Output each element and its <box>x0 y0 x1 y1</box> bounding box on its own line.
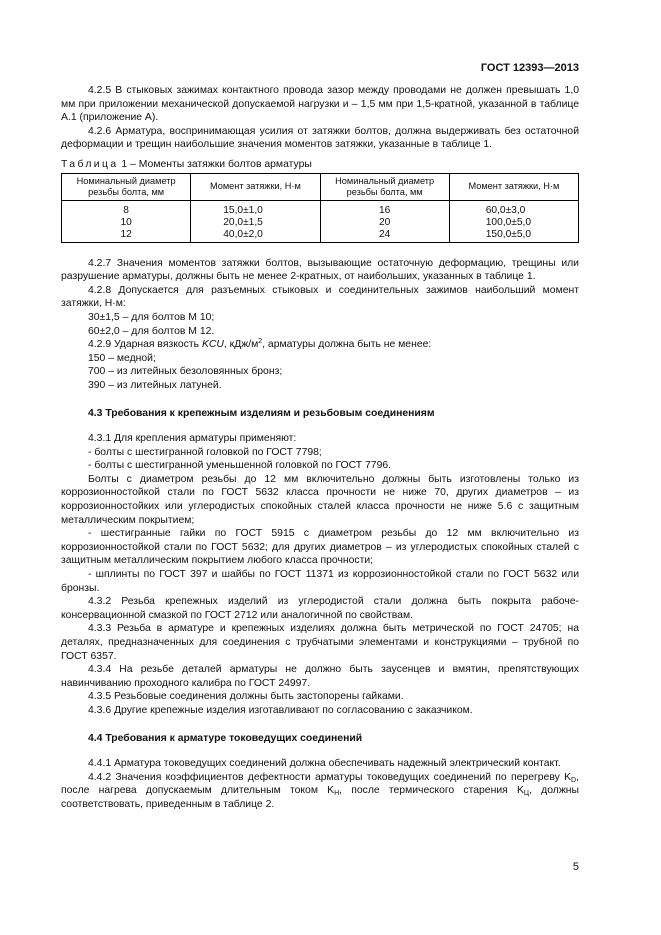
table-header-cell: Момент затяжки, Н·м <box>191 173 320 200</box>
paragraph-4-2-9 <box>61 338 579 352</box>
paragraph-4-4-1: 4.4.1 Арматура токоведущих соединений должна обеспечивать надежный электрический контакт. <box>88 758 561 770</box>
table-header-cell: Момент затяжки, Н·м <box>449 173 578 200</box>
impact-item-brass: 390 – из литейных латуней. <box>88 379 222 391</box>
spacer <box>61 420 579 432</box>
table-caption-word: Таблица <box>61 158 119 170</box>
fastener-item: - болты с шестигранной головкой по ГОСТ 7798; <box>88 446 322 458</box>
text-run: , должны соответствовать, приведенным в таблице 2. <box>61 785 579 810</box>
torque-item-m10: 30±1,5 – для болтов М 10; <box>88 311 215 323</box>
spacer <box>61 745 579 757</box>
table-cell: 20 <box>320 217 449 229</box>
bolt-torque-table <box>61 173 579 243</box>
section-heading-4-4: 4.4 Требования к арматуре токоведущих соединений <box>88 732 363 744</box>
table-header-cell: Номинальный диаметр резьбы болта, мм <box>320 173 449 200</box>
table-cell: 150,0±5,0 <box>449 229 578 243</box>
impact-item-bronze: 700 – из литейных безоловянных бронз; <box>88 366 283 378</box>
paragraph-4-2-8: 4.2.8 Допускается для разъемных стыковых и соединительных зажимов наибольший момент затяжки, Н·м: <box>61 284 579 310</box>
fastener-item: - шплинты по ГОСТ 397 и шайбы по ГОСТ 11371 из коррозионностойкой стали по ГОСТ 5632 или бронзы. <box>61 569 579 594</box>
table-cell: 12 <box>62 229 191 243</box>
page-number: 5 <box>572 861 579 873</box>
torque-item-m12: 60±2,0 – для болтов М 12. <box>88 325 215 337</box>
fastener-item: - шестигранные гайки по ГОСТ 5915 с диаметром резьбы до 12 мм включительно из коррозионностойкой стали по ГОСТ 5632; для других диаметров – из углеродистых спокойных сталей с защитным металлическим покрытием любого класса прочности; <box>61 528 579 567</box>
table-header-cell: Номинальный диаметр резьбы болта, мм <box>62 173 191 200</box>
text-run: 4.4.2 Значения коэффициентов дефектности арматуры токоведущих соединений по перегреву K <box>88 771 572 783</box>
table-header-row <box>62 173 579 200</box>
table-cell: 15,0±1,0 <box>191 200 320 217</box>
table-caption-title: 1 – Моменты затяжки болтов арматуры <box>118 158 312 170</box>
subscript: D <box>571 776 577 784</box>
table-row <box>62 217 579 229</box>
page-content <box>61 84 579 812</box>
table-cell: 16 <box>320 200 449 217</box>
paragraph-4-3-6: 4.3.6 Другие крепежные изделия изготавливают по согласованию с заказчиком. <box>88 704 473 716</box>
text-run: 4.2.9 Ударная вязкость <box>88 339 202 351</box>
spacer <box>61 393 579 407</box>
text-run: , после нагрева допускаемым длительным током K <box>61 771 579 797</box>
spacer <box>61 243 579 257</box>
superscript: 2 <box>258 338 263 346</box>
text-run: , кДж/м <box>223 339 259 351</box>
table-cell: 40,0±2,0 <box>191 229 320 243</box>
table-row <box>62 200 579 217</box>
paragraph-4-3-2: 4.3.2 Резьба крепежных изделий из углеродистой стали должна быть покрыта рабоче-консервационной смазкой по ГОСТ 2712 или аналогичной по свойствам. <box>61 596 579 621</box>
ksu-symbol: KCU <box>201 339 224 351</box>
table-row <box>62 229 579 243</box>
paragraph-4-2-6: 4.2.6 Арматура, воспринимающая усилия от затяжки болтов, должна выдерживать без остаточной деформации и трещин наибольшие значения моментов затяжки, указанные в таблице 1. <box>61 125 579 151</box>
table-cell: 8 <box>62 200 191 217</box>
table-cell: 10 <box>62 217 191 229</box>
table-cell: 20,0±1,5 <box>191 217 320 229</box>
text-run: , после термического старения K <box>339 785 524 797</box>
table-caption <box>61 158 579 172</box>
paragraph-4-2-7: 4.2.7 Значения моментов затяжки болтов, вызывающие остаточную деформацию, трещины или разрушение арматуры, должны быть не менее 2-кратных, от наибольших, указанных в таблице 1. <box>61 257 579 283</box>
paragraph-4-3-5: 4.3.5 Резьбовые соединения должны быть застопорены гайками. <box>88 691 404 703</box>
table-cell: 60,0±3,0 <box>449 200 578 217</box>
document-id: ГОСТ 12393—2013 <box>480 62 579 74</box>
paragraph-4-3-1: 4.3.1 Для крепления арматуры применяют: <box>88 433 297 445</box>
paragraph-4-2-5: 4.2.5 В стыковых зажимах контактного провода зазор между проводами не должен превышать 1,0 мм при приложении механической допускаемой нагрузки и – 1,5 мм при 1,5-кратной, указанной в таблице А.1 (приложение А). <box>61 85 579 124</box>
paragraph-4-4-2 <box>61 771 579 812</box>
paragraph-bolts: Болты с диаметром резьбы до 12 мм включительно должны быть изготовлены только из коррозионностойкой стали по ГОСТ 5632 класса прочности не ниже 70, других диаметров – из коррозионностойких или углеродистых спокойных сталей класса прочности не ниже 5.6 с защитным металлическим покрытием; <box>61 473 579 526</box>
table-cell: 100,0±5,0 <box>449 217 578 229</box>
spacer <box>61 718 579 732</box>
section-heading-4-3: 4.3 Требования к крепежным изделиям и резьбовым соединениям <box>88 407 435 419</box>
fastener-item: - болты с шестигранной уменьшенной головкой по ГОСТ 7796. <box>88 460 392 472</box>
text-run: , арматуры должна быть не менее: <box>262 339 432 351</box>
table-cell: 24 <box>320 229 449 243</box>
subscript: H <box>334 790 340 798</box>
paragraph-4-3-3: 4.3.3 Резьба в арматуре и крепежных изделиях должна быть метрической по ГОСТ 24705; на деталях, предназначенных для соединения с трубчатыми элементами и конструкциями – трубной по ГОСТ 6357. <box>61 623 579 662</box>
subscript: Ц <box>523 790 530 798</box>
paragraph-4-3-4: 4.3.4 На резьбе деталей арматуры не должно быть заусенцев и вмятин, препятствующих навинчиванию проходного калибра по ГОСТ 24997. <box>61 664 579 689</box>
impact-item-copper: 150 – медной; <box>88 352 156 364</box>
